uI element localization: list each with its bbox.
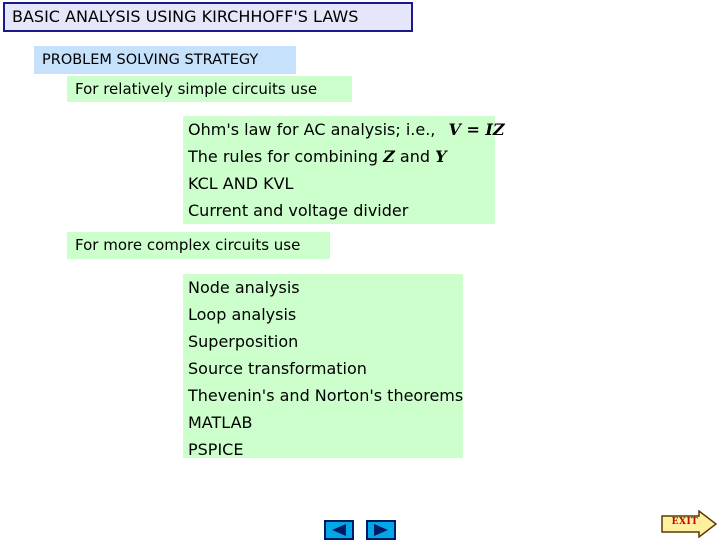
complex-circuits-label [67,232,330,259]
combining-rules-conj: and [399,147,430,166]
simple-circuits-label-text: For relatively simple circuits use [75,80,318,98]
simple-circuits-list [183,116,505,224]
list-item-text: MATLAB [188,413,253,432]
list-item [188,436,463,463]
list-item-text: Superposition [188,332,299,351]
page-title-text: BASIC ANALYSIS USING KIRCHHOFF'S LAWS [12,7,359,26]
admittance-symbol: Y [435,147,447,166]
kcl-kvl-text: KCL AND KVL [188,174,294,193]
page-title [3,2,413,32]
complex-circuits-list [183,274,463,458]
list-item [188,301,463,328]
list-item [188,274,463,301]
right-arrow-icon [372,523,390,537]
exit-button[interactable] [661,510,717,538]
list-item [188,328,463,355]
ohms-law-formula: V = IZ [448,120,505,139]
list-item [188,143,495,170]
list-item [188,170,495,197]
list-item [188,197,495,224]
list-item-text: Source transformation [188,359,367,378]
combining-rules-text: The rules for combining [188,147,379,166]
list-item-text: Node analysis [188,278,300,297]
list-item [188,382,463,409]
strategy-heading-text: PROBLEM SOLVING STRATEGY [42,52,259,68]
list-item [188,355,463,382]
exit-label: EXIT [671,517,699,527]
divider-text: Current and voltage divider [188,201,409,220]
list-item-text: PSPICE [188,440,244,459]
impedance-symbol: Z [383,147,395,166]
list-item [188,409,463,436]
list-item-text: Loop analysis [188,305,297,324]
strategy-heading [34,46,296,74]
list-item [188,116,505,143]
next-button[interactable] [366,520,396,540]
list-item-text: Thevenin's and Norton's theorems [188,386,464,405]
ohms-law-text: Ohm's law for AC analysis; i.e., [188,120,436,139]
simple-circuits-label [67,76,352,102]
previous-button[interactable] [324,520,354,540]
left-arrow-icon [330,523,348,537]
complex-circuits-label-text: For more complex circuits use [75,236,301,254]
